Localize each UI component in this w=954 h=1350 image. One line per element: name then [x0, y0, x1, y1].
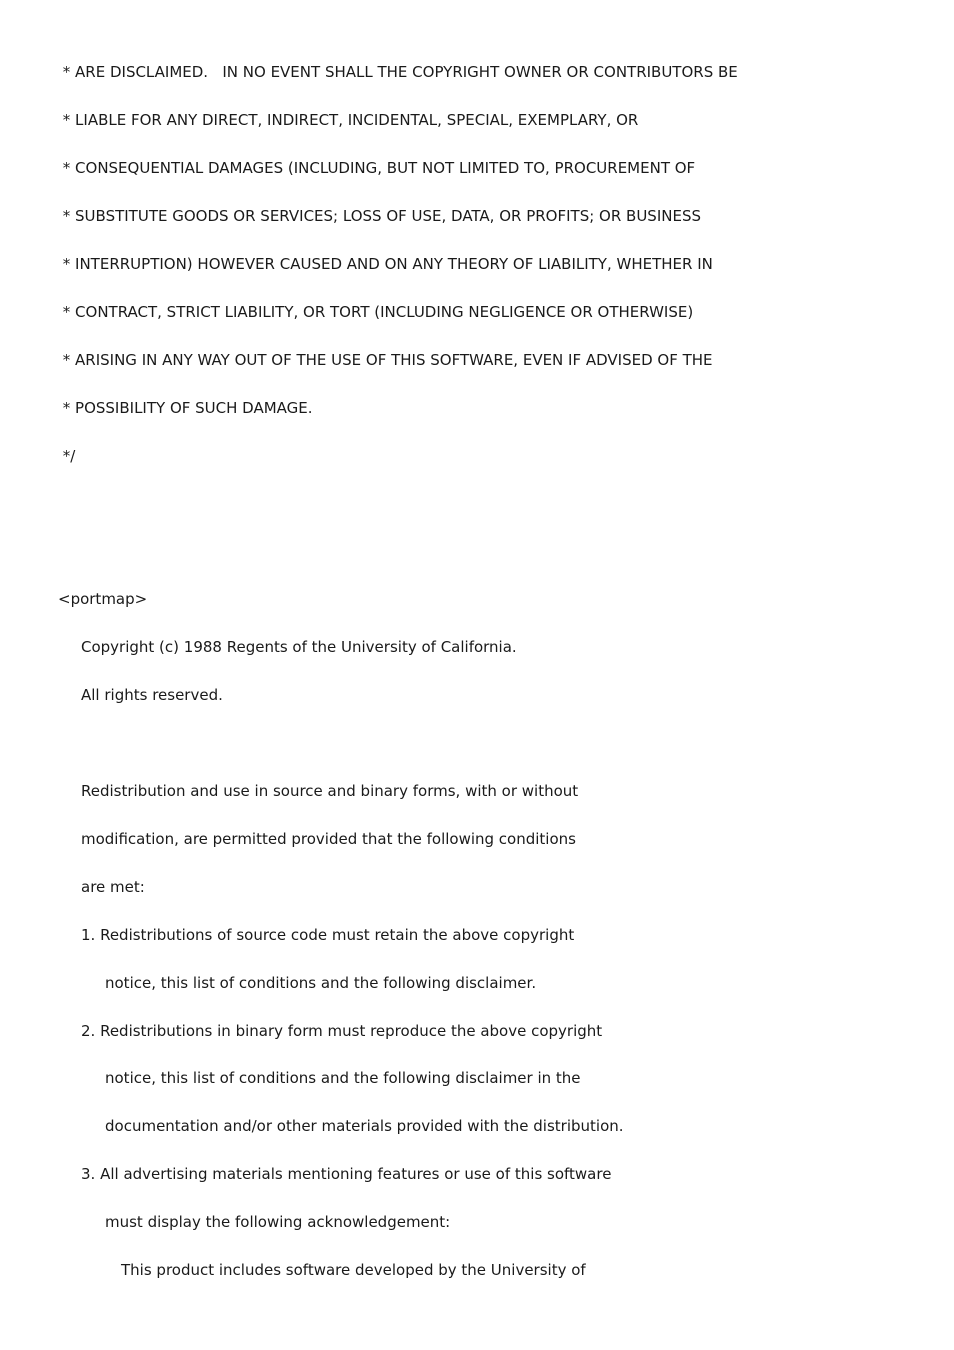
license-tail-line: * SUBSTITUTE GOODS OR SERVICES; LOSS OF USE, DATA, OR PROFITS; OR BUSINESS: [58, 207, 701, 225]
license-tail-line: * LIABLE FOR ANY DIRECT, INDIRECT, INCIDENTAL, SPECIAL, EXEMPLARY, OR: [58, 111, 639, 129]
condition-2-cont: documentation and/or other materials provided with the distribution.: [105, 1117, 624, 1135]
condition-2-cont: notice, this list of conditions and the following disclaimer in the: [105, 1069, 581, 1087]
license-tail-line: * ARISING IN ANY WAY OUT OF THE USE OF THIS SOFTWARE, EVEN IF ADVISED OF THE: [58, 351, 713, 369]
license-tail-line: * CONTRACT, STRICT LIABILITY, OR TORT (INCLUDING NEGLIGENCE OR OTHERWISE): [58, 303, 694, 321]
rights-reserved: All rights reserved.: [81, 686, 223, 704]
intro-line: Redistribution and use in source and binary forms, with or without: [81, 782, 579, 800]
condition-1-cont: notice, this list of conditions and the following disclaimer.: [105, 974, 537, 992]
intro-line: modification, are permitted provided that the following conditions: [81, 830, 576, 848]
license-tail-line: * ARE DISCLAIMED. IN NO EVENT SHALL THE COPYRIGHT OWNER OR CONTRIBUTORS BE: [58, 63, 738, 81]
copyright-notice: Copyright (c) 1988 Regents of the University of California.: [81, 638, 517, 656]
license-tail-line: * POSSIBILITY OF SUCH DAMAGE.: [58, 399, 313, 417]
license-tail-line: * INTERRUPTION) HOWEVER CAUSED AND ON ANY THEORY OF LIABILITY, WHETHER IN: [58, 255, 713, 273]
intro-line: are met:: [81, 878, 145, 896]
license-tail-close: */: [58, 447, 76, 465]
condition-1: 1. Redistributions of source code must retain the above copyright: [81, 926, 575, 944]
license-tail-line: * CONSEQUENTIAL DAMAGES (INCLUDING, BUT NOT LIMITED TO, PROCUREMENT OF: [58, 159, 696, 177]
condition-3-cont: must display the following acknowledgement:: [105, 1213, 451, 1231]
condition-3: 3. All advertising materials mentioning features or use of this software: [81, 1165, 612, 1183]
condition-2: 2. Redistributions in binary form must reproduce the above copyright: [81, 1022, 603, 1040]
acknowledgement-line: This product includes software developed by the University of: [121, 1261, 586, 1279]
section-heading-portmap: <portmap>: [58, 590, 148, 608]
